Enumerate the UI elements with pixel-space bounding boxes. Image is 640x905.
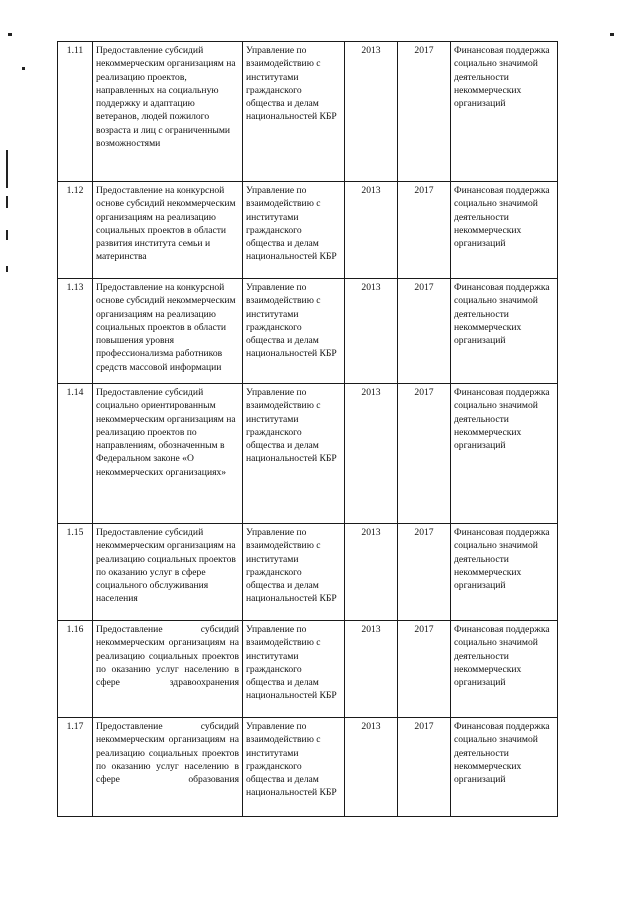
end-year-cell: 2017 — [398, 42, 451, 182]
result-cell: Финансовая поддержка социально значимой деятельности некоммерческих организаций — [451, 621, 558, 718]
row-number: 1.16 — [58, 621, 93, 718]
program-activities-table — [57, 41, 558, 817]
row-number: 1.11 — [58, 42, 93, 182]
activity-cell: Предоставление на конкурсной основе субсидий некоммерческим организациям на реализацию социальных проектов в области повышения уровня профессионализма работников средств массовой информации — [93, 279, 243, 384]
start-year-cell: 2013 — [345, 621, 398, 718]
activity-cell: Предоставление субсидий некоммерческим организациям на реализацию проектов, направленных на социальную поддержку и адаптацию ветеранов, людей пожилого возраста и лиц с ограниченными возможностями — [93, 42, 243, 182]
scan-mark — [6, 266, 8, 272]
table-row — [58, 621, 558, 718]
executor-cell: Управление по взаимодействию с институтами гражданского общества и делам национальностей КБР — [243, 524, 345, 621]
scan-mark — [22, 67, 25, 70]
table-row — [58, 42, 558, 182]
row-number: 1.17 — [58, 718, 93, 817]
result-cell: Финансовая поддержка социально значимой деятельности некоммерческих организаций — [451, 524, 558, 621]
row-number: 1.13 — [58, 279, 93, 384]
scan-mark — [6, 196, 8, 208]
activity-cell: Предоставление субсидий некоммерческим организациям на реализацию социальных проектов по оказанию услуг населению в сфере здравоохранения — [93, 621, 243, 718]
row-number: 1.14 — [58, 384, 93, 524]
start-year-cell: 2013 — [345, 182, 398, 279]
activity-cell: Предоставление субсидий некоммерческим организациям на реализацию социальных проектов по оказанию услуг населению в сфере образования — [93, 718, 243, 817]
result-cell: Финансовая поддержка социально значимой деятельности некоммерческих организаций — [451, 718, 558, 817]
start-year-cell: 2013 — [345, 524, 398, 621]
executor-cell: Управление по взаимодействию с институтами гражданского общества и делам национальностей КБР — [243, 718, 345, 817]
table-row — [58, 524, 558, 621]
activity-cell: Предоставление субсидий некоммерческим организациям на реализацию социальных проектов по оказанию услуг в сфере социального обслуживания населения — [93, 524, 243, 621]
end-year-cell: 2017 — [398, 182, 451, 279]
table-row — [58, 279, 558, 384]
start-year-cell: 2013 — [345, 718, 398, 817]
end-year-cell: 2017 — [398, 524, 451, 621]
executor-cell: Управление по взаимодействию с институтами гражданского общества и делам национальностей КБР — [243, 279, 345, 384]
table-row — [58, 718, 558, 817]
table-row — [58, 384, 558, 524]
executor-cell: Управление по взаимодействию с институтами гражданского общества и делам национальностей КБР — [243, 182, 345, 279]
executor-cell: Управление по взаимодействию с институтами гражданского общества и делам национальностей КБР — [243, 384, 345, 524]
scan-mark — [610, 33, 614, 36]
end-year-cell: 2017 — [398, 621, 451, 718]
activity-cell: Предоставление на конкурсной основе субсидий некоммерческим организациям на реализацию социальных проектов в области развития института семьи и материнства — [93, 182, 243, 279]
scan-mark — [6, 150, 8, 188]
end-year-cell: 2017 — [398, 279, 451, 384]
table-row — [58, 182, 558, 279]
executor-cell: Управление по взаимодействию с институтами гражданского общества и делам национальностей КБР — [243, 621, 345, 718]
row-number: 1.12 — [58, 182, 93, 279]
scan-mark — [6, 230, 8, 240]
start-year-cell: 2013 — [345, 384, 398, 524]
start-year-cell: 2013 — [345, 42, 398, 182]
result-cell: Финансовая поддержка социально значимой деятельности некоммерческих организаций — [451, 182, 558, 279]
result-cell: Финансовая поддержка социально значимой деятельности некоммерческих организаций — [451, 384, 558, 524]
end-year-cell: 2017 — [398, 718, 451, 817]
start-year-cell: 2013 — [345, 279, 398, 384]
result-cell: Финансовая поддержка социально значимой деятельности некоммерческих организаций — [451, 279, 558, 384]
activity-cell: Предоставление субсидий социально ориентированным некоммерческим организациям на реализацию проектов по направлениям, обозначенным в Федеральном законе «О некоммерческих организациях» — [93, 384, 243, 524]
end-year-cell: 2017 — [398, 384, 451, 524]
row-number: 1.15 — [58, 524, 93, 621]
result-cell: Финансовая поддержка социально значимой деятельности некоммерческих организаций — [451, 42, 558, 182]
executor-cell: Управление по взаимодействию с институтами гражданского общества и делам национальностей КБР — [243, 42, 345, 182]
scan-mark — [8, 33, 12, 36]
